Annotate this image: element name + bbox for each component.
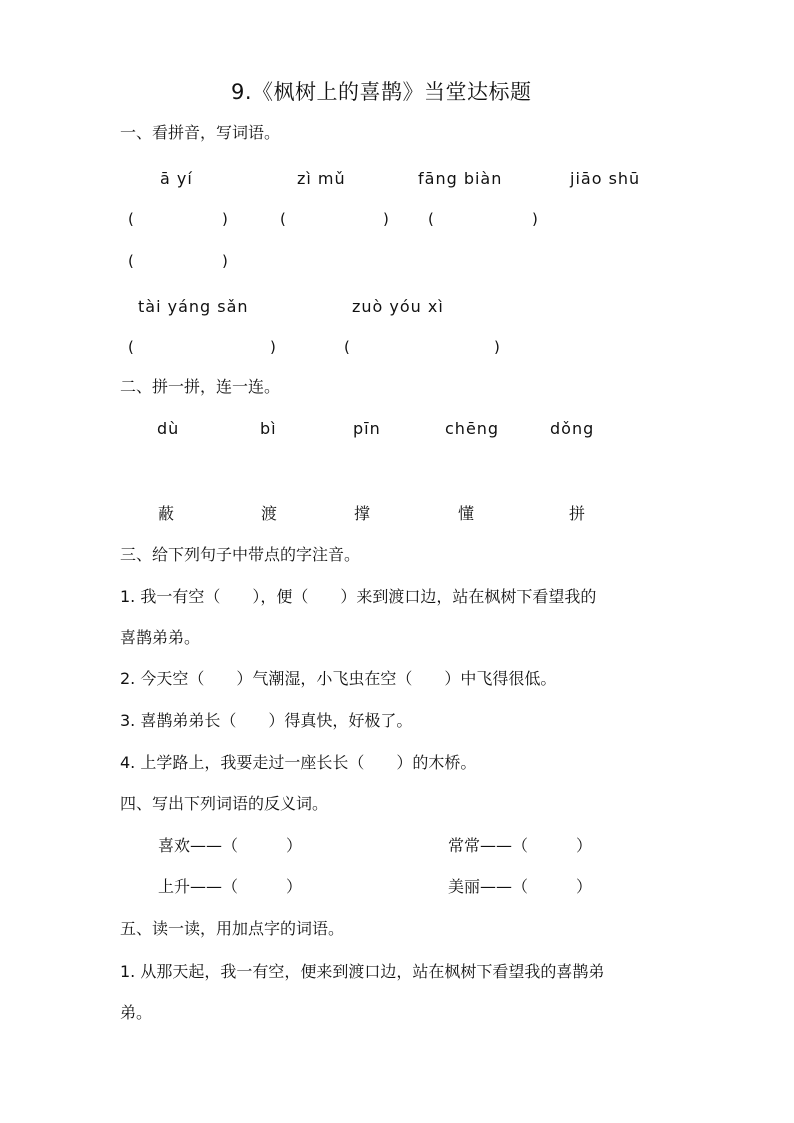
section-3-item-3: 3. 喜鹊弟弟长（ ）得真快，好极了。 (120, 711, 413, 730)
section-1-heading: 一、看拼音，写词语。 (120, 123, 281, 142)
section-2-heading: 二、拼一拼，连一连。 (120, 377, 281, 396)
match-pinyin-3: pīn (353, 419, 381, 438)
antonym-2: 常常——（ ） (448, 836, 593, 855)
answer-box-4-open: ( (128, 252, 134, 270)
antonym-3: 上升——（ ） (158, 877, 303, 896)
match-char-4: 懂 (458, 504, 475, 523)
answer-box-5-open: ( (128, 338, 134, 356)
section-5-item-1-cont: 弟。 (120, 1003, 153, 1022)
section-3-item-4: 4. 上学路上，我要走过一座长长（ ）的木桥。 (120, 753, 477, 772)
answer-box-4-close: ) (222, 252, 228, 270)
answer-box-2-open: ( (280, 210, 286, 228)
match-pinyin-2: bì (260, 419, 277, 438)
pinyin-4: jiāo shū (570, 169, 641, 188)
section-3-item-1: 1. 我一有空（ ），便（ ）来到渡口边，站在枫树下看望我的 (120, 587, 597, 606)
answer-box-3-close: ) (532, 210, 538, 228)
answer-box-6-close: ) (494, 338, 500, 356)
pinyin-2: zì mǔ (297, 169, 346, 188)
antonym-1: 喜欢——（ ） (158, 836, 303, 855)
answer-box-5-close: ) (270, 338, 276, 356)
answer-box-6-open: ( (344, 338, 350, 356)
match-char-1: 蔽 (158, 504, 175, 523)
answer-box-3-open: ( (428, 210, 434, 228)
answer-box-1-open: ( (128, 210, 134, 228)
match-pinyin-1: dù (157, 419, 180, 438)
section-3-item-2: 2. 今天空（ ）气潮湿，小飞虫在空（ ）中飞得很低。 (120, 669, 557, 688)
section-3-item-1-cont: 喜鹊弟弟。 (120, 628, 201, 647)
section-4-heading: 四、写出下列词语的反义词。 (120, 794, 329, 813)
match-pinyin-5: dǒng (550, 419, 595, 438)
answer-box-2-close: ) (383, 210, 389, 228)
match-char-2: 渡 (261, 504, 278, 523)
section-5-item-1: 1. 从那天起，我一有空，便来到渡口边，站在枫树下看望我的喜鹊弟 (120, 962, 605, 981)
pinyin-5: tài yáng sǎn (138, 297, 249, 316)
answer-box-1-close: ) (222, 210, 228, 228)
antonym-4: 美丽——（ ） (448, 877, 593, 896)
section-3-heading: 三、给下列句子中带点的字注音。 (120, 545, 361, 564)
match-pinyin-4: chēng (445, 419, 500, 438)
pinyin-6: zuò yóu xì (352, 297, 444, 316)
page-title: 9.《枫树上的喜鹊》当堂达标题 (231, 80, 532, 104)
pinyin-3: fāng biàn (418, 169, 503, 188)
pinyin-1: ā yí (160, 169, 193, 188)
section-5-heading: 五、读一读，用加点字的词语。 (120, 919, 345, 938)
match-char-3: 撑 (354, 504, 371, 523)
match-char-5: 拼 (569, 504, 586, 523)
